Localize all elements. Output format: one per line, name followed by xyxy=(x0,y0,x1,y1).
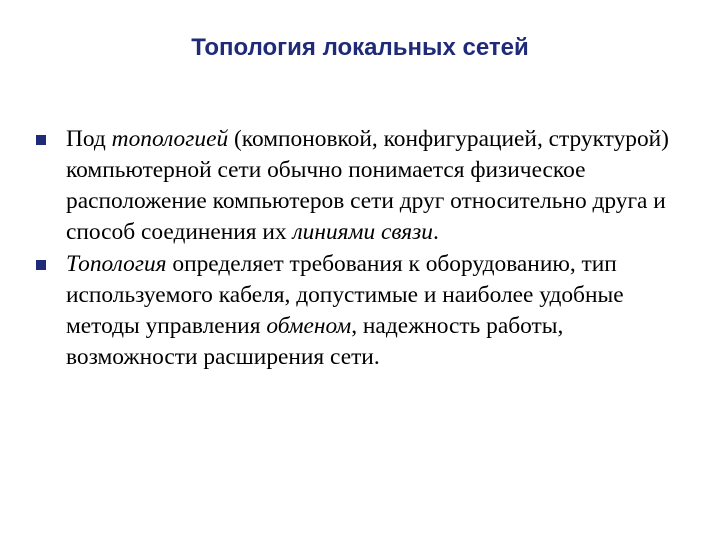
text-segment: определяет требования к оборудованию, тип используемого кабеля, допустимые и наиболее удобные методы управления xyxy=(66,251,624,339)
text-segment: (компоновкой, конфигурацией, структурой) компьютерной сети обычно понимается физическое расположение компьютеров сети друг относительно друга и способ соединения их xyxy=(66,126,669,245)
term-topology: Топология xyxy=(66,251,167,277)
bullet-item xyxy=(36,249,696,373)
bullet-item xyxy=(36,124,696,248)
slide-title: Топология локальных сетей xyxy=(191,34,529,61)
text-segment: Под xyxy=(66,126,112,152)
bullet-list xyxy=(36,124,696,374)
square-bullet-icon xyxy=(36,260,46,270)
term-communication-lines: линиями связи xyxy=(292,219,433,245)
text-segment: . xyxy=(432,219,439,245)
term-topology: топологией xyxy=(111,126,229,152)
term-exchange: обменом xyxy=(266,313,352,339)
square-bullet-icon xyxy=(36,135,46,145)
text-segment: , надежность работы, возможности расширения сети. xyxy=(66,313,564,370)
